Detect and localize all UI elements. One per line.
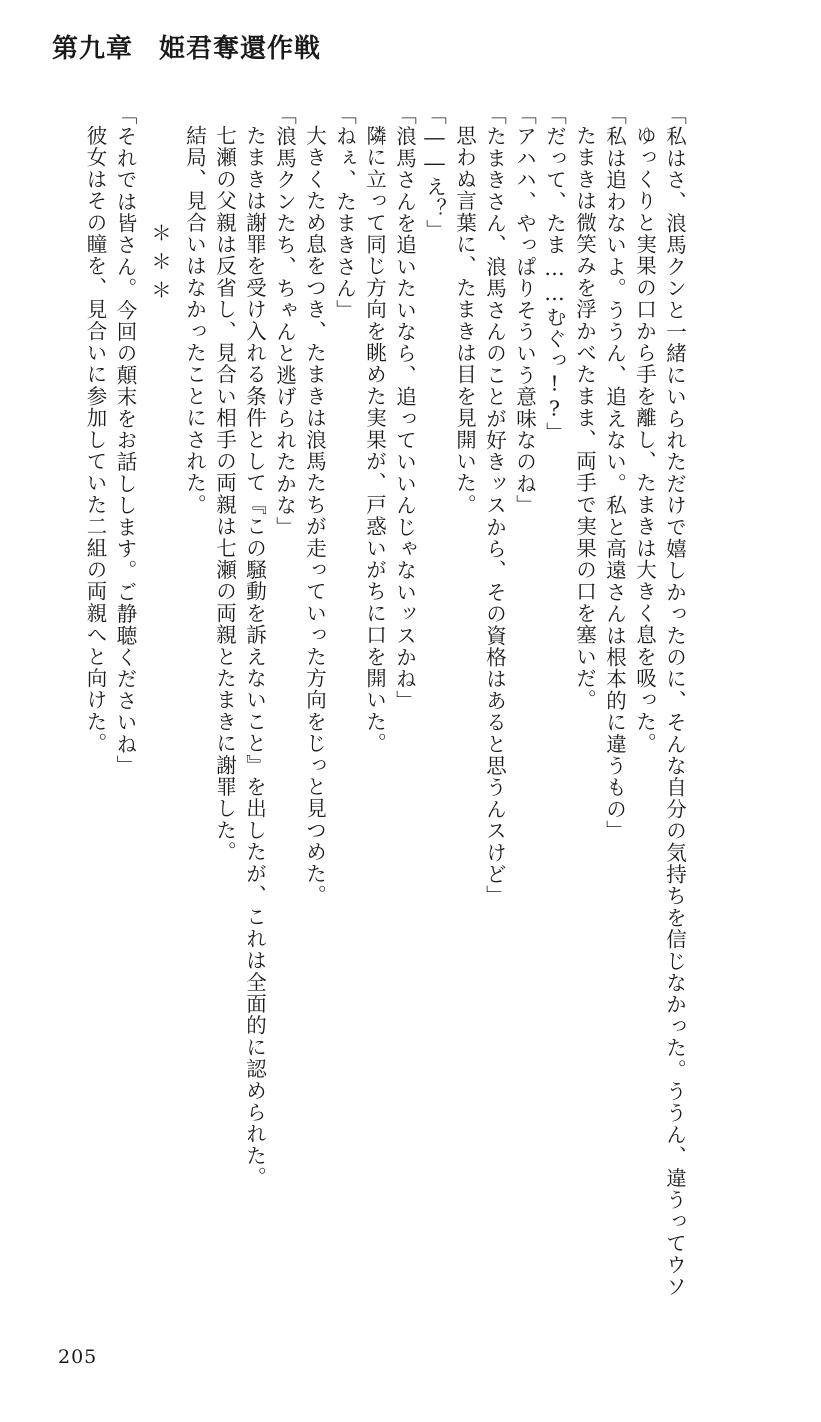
text-line: 「浪馬さんを追いたいなら、追っていいんじゃないッスかね」 [392, 104, 417, 712]
chapter-number: 第九章 [52, 34, 134, 64]
text-line: 「だって、たま……むぐっ!?」 [542, 104, 567, 444]
chapter-title: 姫君奪還作戦 [159, 34, 322, 64]
text-line: 彼女はその瞳を、見合いに参加していた二組の両親へと向けた。 [83, 125, 107, 755]
text-line: ゆっくりと実果の口から手を離し、たまきは大きく息を吸った。 [632, 125, 657, 755]
text-line: 「浪馬クンたち、ちゃんと逃げられたかな」 [272, 104, 297, 538]
text-line: 思わぬ言葉に、たまきは目を見開いた。 [452, 125, 477, 516]
text-line: 「それでは皆さん。今回の顛末をお話しします。ご静聴くださいね」 [113, 104, 137, 777]
text-line: 「ねぇ、たまきさん」 [332, 104, 357, 321]
text-line: たまきは微笑みを浮かべたまま、両手で実果の口を塞いだ。 [572, 125, 597, 711]
text-line: 「――え？」 [422, 104, 447, 242]
text-line: 結局、見合いはなかったことにされた。 [182, 125, 207, 516]
text-line: 「アハハ、やっぱりそういう意味なのね」 [512, 104, 537, 517]
text-line: 七瀬の父親は反省し、見合い相手の両親は七瀬の両親とたまきに謝罪した。 [212, 125, 237, 863]
text-line: 「たまきさん、浪馬さんのことが好きッスから、その資格はあると思うんスけど」 [482, 104, 507, 907]
text-line: 隣に立って同じ方向を眺めた実果が、戸惑いがちに口を開いた。 [362, 125, 387, 755]
chapter-heading [52, 28, 321, 65]
text-line: たまきは謝罪を受け入れる条件として『この騒動を訴えないこと』を出したが、これは全面的に認められた。 [242, 125, 267, 1189]
text-line: 「私はさ、浪馬クンと一緒にいられただけで嬉しかったのに、そんな自分の気持ちを信じなかった。ううん、違うってウソ [662, 104, 687, 1298]
text-line: 大きくため息をつき、たまきは浪馬たちが走っていった方向をじっと見つめた。 [302, 125, 327, 907]
scene-separator: ＊＊＊ [147, 222, 172, 308]
body-text-block [75, 104, 775, 1304]
page-number: 205 [58, 1346, 98, 1368]
text-line: 「私は追わないよ。ううん、追えない。私と高遠さんは根本的に違うもの」 [602, 104, 627, 842]
